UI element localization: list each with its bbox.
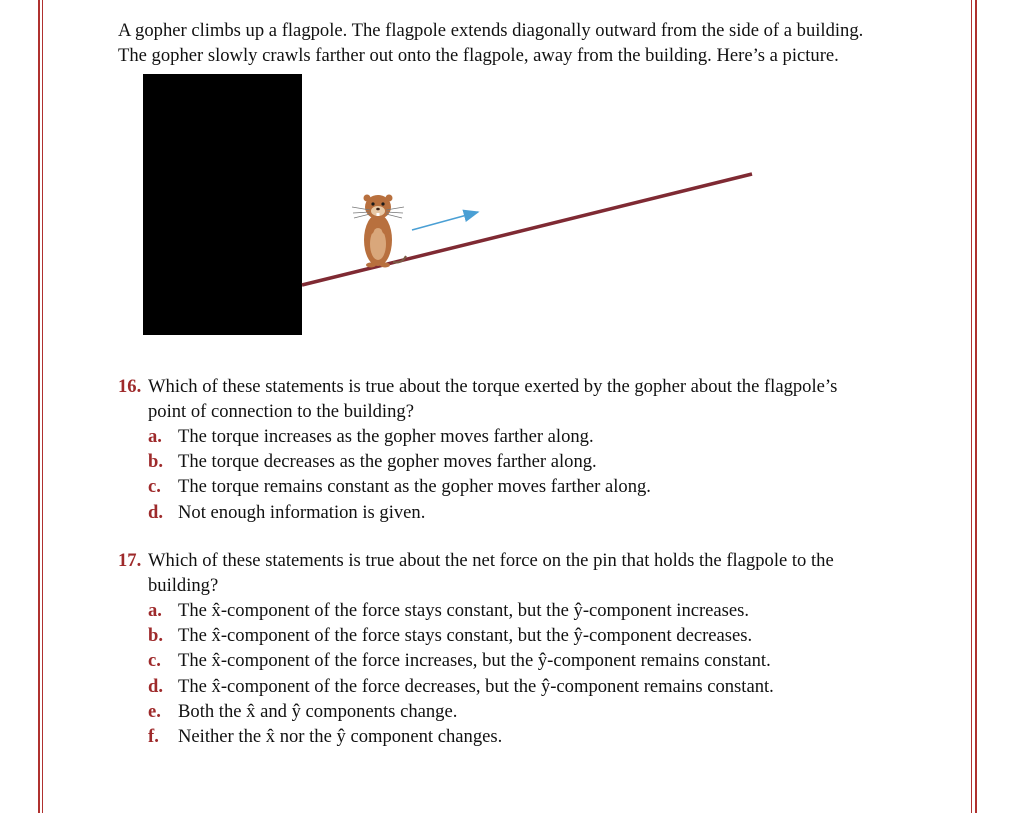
question-17-options <box>118 598 918 749</box>
question-17-number: 17. <box>118 550 142 571</box>
question-17-text-line-2: building? <box>148 575 219 596</box>
option-17c <box>148 648 918 673</box>
option-text: The torque remains constant as the gopher moves farther along. <box>178 476 651 498</box>
option-letter: a. <box>148 600 162 621</box>
option-17f <box>148 724 918 749</box>
question-16-text-line-2: point of connection to the building? <box>148 401 414 422</box>
option-text: The x̂-component of the force decreases, but the ŷ-component remains constant. <box>178 675 774 697</box>
motion-arrow <box>412 212 478 230</box>
flagpole <box>302 174 752 285</box>
option-letter: a. <box>148 426 162 447</box>
question-16-options <box>118 424 918 525</box>
option-17b <box>148 623 918 648</box>
question-16-text <box>148 374 918 424</box>
page-border-right-inner <box>971 0 972 813</box>
option-text: The torque increases as the gopher moves farther along. <box>178 426 594 447</box>
intro-line-2: The gopher slowly crawls farther out onto the flagpole, away from the building. Here’s a picture. <box>118 45 839 66</box>
question-16 <box>118 374 918 525</box>
option-text: Both the x̂ and ŷ components change. <box>178 700 458 722</box>
option-17a <box>148 598 918 623</box>
page-border-left <box>38 0 40 813</box>
option-text: The torque decreases as the gopher moves farther along. <box>178 451 597 473</box>
question-16-number: 16. <box>118 376 142 397</box>
option-16c <box>148 474 918 499</box>
intro-line-1: A gopher climbs up a flagpole. The flagpole extends diagonally outward from the side of a building. <box>118 20 864 41</box>
intro-paragraph <box>118 18 938 68</box>
option-17e <box>148 699 918 724</box>
option-letter: b. <box>148 625 163 647</box>
building <box>143 74 302 335</box>
option-text: Not enough information is given. <box>178 501 426 523</box>
option-16a <box>148 424 918 449</box>
option-text: The x̂-component of the force increases, but the ŷ-component remains constant. <box>178 650 771 672</box>
option-text: The x̂-component of the force stays constant, but the ŷ-component increases. <box>178 600 750 621</box>
question-17-text-line-1: Which of these statements is true about the net force on the pin that holds the flagpole to the <box>148 550 834 571</box>
option-letter: d. <box>148 501 163 523</box>
page-border-right <box>975 0 977 813</box>
gopher-icon <box>352 195 406 268</box>
option-17d <box>148 674 918 699</box>
option-text: The x̂-component of the force stays constant, but the ŷ-component decreases. <box>178 625 753 647</box>
page-border-left-inner <box>42 0 43 813</box>
option-letter: c. <box>148 476 161 498</box>
option-letter: f. <box>148 726 159 748</box>
question-16-stem <box>118 374 918 424</box>
question-17-stem <box>118 548 918 598</box>
option-letter: b. <box>148 451 163 473</box>
question-17-text <box>148 548 918 598</box>
option-letter: d. <box>148 675 163 697</box>
option-text: Neither the x̂ nor the ŷ component changes. <box>178 726 503 748</box>
option-16b <box>148 449 918 474</box>
question-16-text-line-1: Which of these statements is true about the torque exerted by the gopher about the flagpole’s <box>148 376 838 397</box>
question-17 <box>118 548 918 749</box>
option-letter: e. <box>148 700 161 722</box>
option-16d <box>148 500 918 525</box>
option-letter: c. <box>148 650 161 672</box>
